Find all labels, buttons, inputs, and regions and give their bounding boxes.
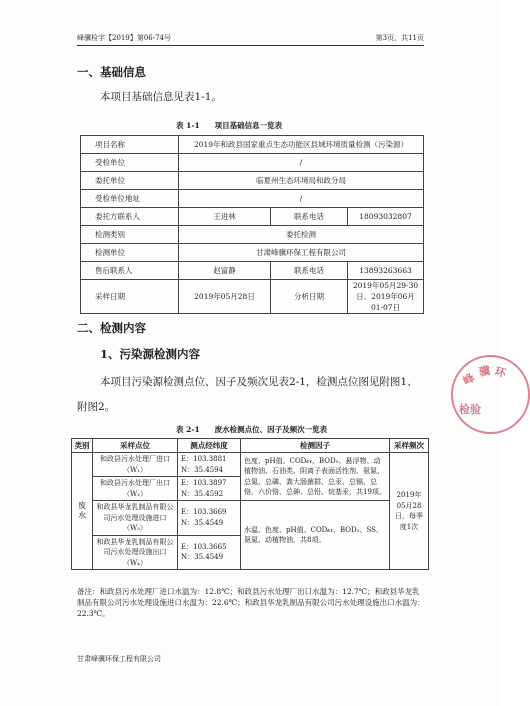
footer-company: 甘肃峰骥环保工程有限公司 — [77, 655, 161, 663]
row-label2: 联系电话 — [271, 262, 348, 280]
row-label: 采样日期 — [81, 280, 179, 314]
point-name: 和政县华龙乳制品有限公司污水处理设施出口（W₄） — [93, 535, 178, 570]
row-value: 王进林 — [179, 208, 271, 226]
row-label: 售后联系人 — [81, 262, 179, 280]
row-value: 2019年05月28日 — [179, 280, 271, 314]
row-value: 甘肃峰骥环保工程有限公司 — [179, 244, 424, 262]
section1-title: 一、基础信息 — [77, 65, 146, 79]
section2-title: 二、检测内容 — [77, 321, 146, 335]
col-category: 类别 — [72, 439, 93, 453]
row-value: 委托检测 — [179, 226, 424, 244]
col-coords: 测点经纬度 — [178, 439, 241, 453]
row-value: 临夏州生态环境局和政分局 — [179, 172, 424, 190]
company-seal: 峰 骥 环 检验 — [451, 355, 530, 434]
row-label: 项目名称 — [81, 136, 179, 154]
row-label: 检测单位 — [81, 244, 179, 262]
table-row — [81, 136, 424, 154]
col-factors: 检测因子 — [241, 439, 390, 453]
page-header — [77, 33, 424, 45]
frequency-cell: 2019年05月28日，每季度1次 — [390, 453, 429, 570]
table-notes: 备注：和政县污水处理厂进口水温为：12.8℃；和政县污水处理厂出口水温为：12.7℃；和政县华龙乳制品有限公司污水处理设施进口水温为：22.6℃；和政县华龙乳制品有限公司污水处理设施出口水温为：22.3℃。 — [77, 587, 425, 618]
point-name: 和政县污水处理厂进口（W₁） — [93, 453, 178, 477]
table-row — [72, 453, 429, 477]
coord-e: E：103.3665 — [181, 542, 227, 551]
table-row — [81, 262, 424, 280]
coord-n: N：35.4549 — [181, 553, 224, 562]
row-label2: 联系电话 — [271, 208, 348, 226]
header-rule — [77, 45, 424, 46]
table-row — [81, 154, 424, 172]
section1-intro: 本项目基础信息见表1-1。 — [100, 91, 222, 103]
col-point: 采样点位 — [93, 439, 178, 453]
row-label: 受检单位 — [81, 154, 179, 172]
row-label: 受检单位地址 — [81, 190, 179, 208]
row-value: / — [179, 190, 424, 208]
table-row — [81, 244, 424, 262]
table-row — [81, 190, 424, 208]
row-value: 2019年和政县国家重点生态功能区县域环境质量检测（污染源） — [179, 136, 424, 154]
coord-n: N：35.4594 — [181, 465, 224, 474]
row-value: / — [179, 154, 424, 172]
table-row — [81, 208, 424, 226]
table-row — [81, 172, 424, 190]
point-name: 和政县华龙乳制品有限公司污水处理设施进口（W₃） — [93, 501, 178, 536]
page-number: 第3页，共11页 — [375, 34, 424, 42]
coord-e: E：103.3669 — [181, 508, 227, 517]
point-coords — [178, 477, 241, 501]
col-frequency: 采样频次 — [390, 439, 429, 453]
factors-b: 水温、色度、pH值、COD𝒸𝓇、BOD₅、SS、氨氮、动植物油，共8项。 — [241, 501, 390, 570]
point-coords — [178, 501, 241, 536]
wastewater-table — [71, 438, 429, 570]
row-value2: 2019年05月29-30日、2019年06月01-07日 — [348, 280, 424, 314]
point-coords — [178, 535, 241, 570]
coord-e: E：103.3897 — [181, 479, 227, 487]
coord-e: E：103.3881 — [181, 455, 227, 463]
row-value: 赵富静 — [179, 262, 271, 280]
point-coords — [178, 453, 241, 477]
section2-intro: 本项目污染源检测点位、因子及频次见表2-1，检测点位图见附图1、附图2。 — [77, 376, 418, 413]
category-cell: 废水 — [72, 453, 93, 570]
row-value2: 13893263663 — [348, 262, 424, 280]
table-row — [81, 280, 424, 314]
table2-caption: 表 2-1 废水检测点位、因子及频次一览表 — [176, 425, 328, 434]
table1-caption: 表 1-1 项目基础信息一览表 — [176, 121, 283, 130]
factors-a: 色度、pH值、COD𝒸𝓇、BOD₅、悬浮物、动植物油、石油类、阴离子表面活性剂、氨氮、总氮、总磷、粪大肠菌群、总汞、总镉、总铬、六价铬、总砷、总铅、烷基汞，共19项。 — [241, 453, 390, 501]
row-label2: 分析日期 — [271, 280, 348, 314]
row-value2: 18093032807 — [348, 208, 424, 226]
table-row — [81, 226, 424, 244]
table-row — [72, 501, 429, 536]
point-name: 和政县污水处理厂出口（W₂） — [93, 477, 178, 501]
table-header-row — [72, 439, 429, 453]
doc-number: 峰骥检字【2019】第06-74号 — [77, 34, 171, 42]
row-label: 委托方联系人 — [81, 208, 179, 226]
basic-info-table — [80, 135, 424, 314]
row-label: 委托单位 — [81, 172, 179, 190]
coord-n: N：35.4549 — [181, 518, 224, 527]
row-label: 检测类别 — [81, 226, 179, 244]
coord-n: N：35.4592 — [181, 489, 224, 498]
section2-subtitle: 1、污染源检测内容 — [100, 347, 201, 361]
